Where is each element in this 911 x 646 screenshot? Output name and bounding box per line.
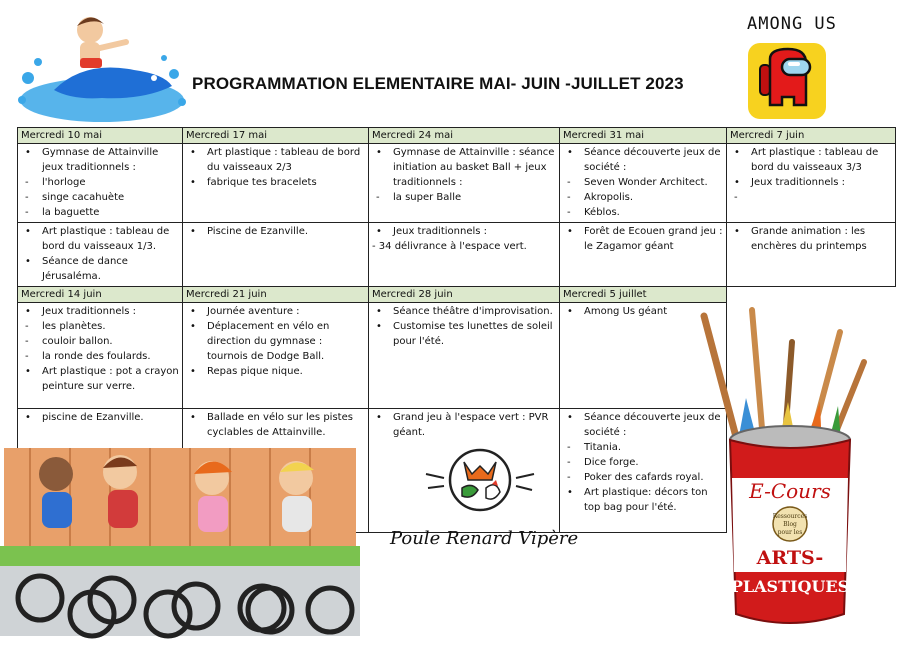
date-header: Mercredi 17 mai xyxy=(183,128,369,144)
activity-cell xyxy=(560,223,727,287)
afternoon-row-1 xyxy=(18,223,896,287)
activity-item: • Art plastique : pot a crayon peinture sur verre. xyxy=(21,364,179,394)
activity-item: - la baguette xyxy=(21,205,179,220)
kids-on-bikes-illustration xyxy=(0,438,360,646)
activity-item: - Akropolis. xyxy=(563,190,723,205)
activity-item: • Jeux traditionnels : xyxy=(372,224,556,239)
activity-item: • Customise tes lunettes de soleil pour l'été. xyxy=(372,319,556,349)
morning-row-1 xyxy=(18,144,896,223)
activity-cell xyxy=(560,144,727,223)
activity-cell xyxy=(183,144,369,223)
activity-item: - Kéblos. xyxy=(563,205,723,220)
activity-item: • Jeux traditionnels : xyxy=(730,175,892,190)
activity-item: • fabrique tes bracelets xyxy=(186,175,365,190)
ecours-text: E-Cours xyxy=(749,479,831,503)
activity-item: • Art plastique: décors ton top bag pour l'été. xyxy=(563,485,723,515)
activity-item: • Séance découverte jeux de société : xyxy=(563,145,723,175)
activity-item: • Among Us géant xyxy=(563,304,723,319)
activity-cell xyxy=(18,303,183,409)
activity-item: • Gymnase de Attainville : séance initiation au basket Ball + jeux traditionnels : xyxy=(372,145,556,190)
date-header: Mercredi 10 mai xyxy=(18,128,183,144)
activity-cell xyxy=(369,223,560,287)
among-us-logo xyxy=(748,43,826,119)
activity-item: - Seven Wonder Architect. xyxy=(563,175,723,190)
date-header: Mercredi 7 juin xyxy=(727,128,896,144)
activity-item: - les planètes. xyxy=(21,319,179,334)
activity-item: - Poker des cafards royal. xyxy=(563,470,723,485)
date-header: Mercredi 21 juin xyxy=(183,287,369,303)
poule-renard-vipere-logo xyxy=(420,444,540,524)
date-header: Mercredi 14 juin xyxy=(18,287,183,303)
ecours-badge-line-3: pour les xyxy=(777,529,803,536)
among-us-logo-text: AMONG US xyxy=(747,14,837,34)
swimming-kid-illustration xyxy=(14,4,190,126)
poule-renard-vipere-text: Poule Renard Vipère xyxy=(390,528,579,549)
activity-item: - l'horloge xyxy=(21,175,179,190)
activity-item: • Art plastique : tableau de bord du vaisseaux 3/3 xyxy=(730,145,892,175)
activity-item: • Séance découverte jeux de société : xyxy=(563,410,723,440)
date-header: Mercredi 28 juin xyxy=(369,287,560,303)
activity-item: • Repas pique nique. xyxy=(186,364,365,379)
date-header: Mercredi 24 mai xyxy=(369,128,560,144)
date-header: Mercredi 5 juillet xyxy=(560,287,727,303)
activity-cell xyxy=(18,144,183,223)
ecours-badge-line-1: Ressources xyxy=(772,513,808,520)
activity-item: • piscine de Ezanville. xyxy=(21,410,179,425)
activity-item: • Piscine de Ezanville. xyxy=(186,224,365,239)
date-header-row-1 xyxy=(18,128,896,144)
activity-item: • Séance de dance Jérusaléma. xyxy=(21,254,179,284)
activity-item: - Dice forge. xyxy=(563,455,723,470)
activity-item: • Jeux traditionnels : xyxy=(21,304,179,319)
activity-cell xyxy=(18,223,183,287)
activity-item: - singe cacahuète xyxy=(21,190,179,205)
activity-item: • Gymnase de Attainville jeux traditionnels : xyxy=(21,145,179,175)
activity-item: • Déplacement en vélo en direction du gymnase : tournois de Dodge Ball. xyxy=(186,319,365,364)
activity-item: - la ronde des foulards. xyxy=(21,349,179,364)
activity-item: • Art plastique : tableau de bord du vaisseaux 2/3 xyxy=(186,145,365,175)
arts-text: ARTS- xyxy=(756,547,824,569)
activity-cell xyxy=(727,144,896,223)
ecours-badge-line-2: Blog xyxy=(783,521,797,528)
activity-item: - 34 délivrance à l'espace vert. xyxy=(372,241,527,252)
activity-item: • Grande animation : les enchères du printemps xyxy=(730,224,892,254)
activity-cell xyxy=(183,223,369,287)
activity-item: • Forêt de Ecouen grand jeu : le Zagamor géant xyxy=(563,224,723,254)
activity-item: - couloir ballon. xyxy=(21,334,179,349)
date-header-row-2 xyxy=(18,287,896,303)
activity-item: • Grand jeu à l'espace vert : PVR géant. xyxy=(372,410,556,440)
activity-cell xyxy=(727,223,896,287)
arts-plastiques-paint-can-illustration xyxy=(680,302,906,642)
activity-cell xyxy=(369,144,560,223)
activity-item: • Séance théâtre d'improvisation. xyxy=(372,304,556,319)
activity-item: - Titania. xyxy=(563,440,723,455)
activity-cell xyxy=(183,303,369,409)
activity-item: • Ballade en vélo sur les pistes cyclables de Attainville. xyxy=(186,410,365,440)
activity-cell xyxy=(369,303,560,409)
activity-item: - la super Balle xyxy=(372,190,556,205)
activity-item: • Art plastique : tableau de bord du vaisseaux 1/3. xyxy=(21,224,179,254)
date-header: Mercredi 31 mai xyxy=(560,128,727,144)
crewmate-icon xyxy=(748,43,826,119)
plastiques-text: PLASTIQUES xyxy=(730,577,850,596)
activity-item: • Journée aventure : xyxy=(186,304,365,319)
page-title: PROGRAMMATION ELEMENTAIRE MAI- JUIN -JUILLET 2023 xyxy=(192,74,684,93)
